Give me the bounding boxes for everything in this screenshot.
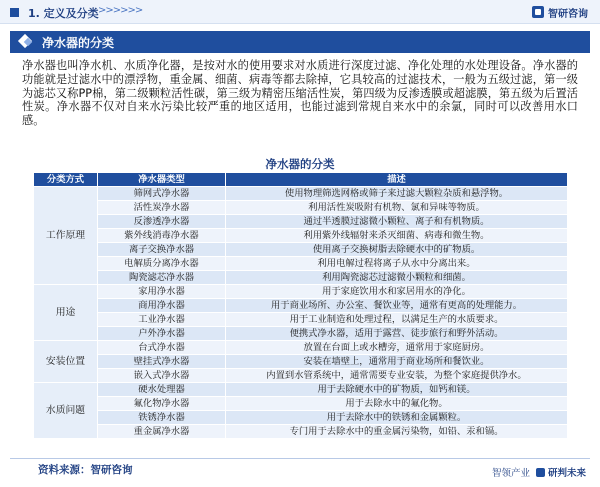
description-cell: 用于工业制造和处理过程，以满足生产的水质要求。 <box>226 313 568 327</box>
table-row <box>34 411 568 425</box>
description-cell: 通过半透膜过滤微小颗粒、离子和有机物质。 <box>226 215 568 229</box>
table-row <box>34 397 568 411</box>
table-row <box>34 215 568 229</box>
description-cell: 放置在台面上或水槽旁，通常用于家庭厨房。 <box>226 341 568 355</box>
type-cell: 铁锈净水器 <box>98 411 226 425</box>
source-note: 资料来源：智研咨询 <box>38 464 133 476</box>
table-row <box>34 425 568 439</box>
table-title: 净水器的分类 <box>265 157 335 171</box>
table-row <box>34 327 568 341</box>
table-header-row <box>34 173 568 187</box>
slogan-brand-mark: 智 <box>491 468 502 479</box>
table-row <box>34 355 568 369</box>
footer <box>0 458 600 487</box>
table-row <box>34 299 568 313</box>
classification-table <box>33 172 568 439</box>
table-row <box>34 201 568 215</box>
section-marker-square <box>10 8 19 17</box>
type-cell: 壁挂式净水器 <box>98 355 226 369</box>
table-row <box>34 271 568 285</box>
description-cell: 专门用于去除水中的重金属污染物，如铅、汞和镉。 <box>226 425 568 439</box>
slogan-part-b: 研判未来 <box>547 468 586 479</box>
type-cell: 户外净水器 <box>98 327 226 341</box>
type-cell: 商用净水器 <box>98 299 226 313</box>
type-cell: 家用净水器 <box>98 285 226 299</box>
category-cell: 水质问题 <box>34 383 98 439</box>
description-cell: 利用电解过程将离子从水中分离出来。 <box>226 257 568 271</box>
type-cell: 硬水处理器 <box>98 383 226 397</box>
footer-divider <box>10 458 590 459</box>
table-row <box>34 369 568 383</box>
header-type: 净水器类型 <box>98 173 226 187</box>
brand <box>532 5 588 19</box>
description-cell: 用于去除水中的铁锈和金属颗粒。 <box>226 411 568 425</box>
slogan-square-icon <box>536 468 545 477</box>
table-row <box>34 229 568 243</box>
table-row <box>34 313 568 327</box>
type-cell: 紫外线消毒净水器 <box>98 229 226 243</box>
type-cell: 活性炭净水器 <box>98 201 226 215</box>
header-description: 描述 <box>226 173 568 187</box>
description-cell: 用于去除硬水中的矿物质，如钙和镁。 <box>226 383 568 397</box>
description-cell: 用于商业场所、办公室、餐饮业等，通常有更高的处理能力。 <box>226 299 568 313</box>
description-cell: 内置到水管系统中，通常需要专业安装，为整个家庭提供净水。 <box>226 369 568 383</box>
type-cell: 反渗透净水器 <box>98 215 226 229</box>
description-cell: 便携式净水器，适用于露营、徒步旅行和野外活动。 <box>226 327 568 341</box>
description-cell: 安装在墙壁上，通常用于商业场所和餐饮业。 <box>226 355 568 369</box>
intro-paragraph: 净水器也叫净水机、水质净化器，是按对水的使用要求对水质进行深度过滤、净化处理的水处理设备。净水器的功能就是过滤水中的漂浮物，重金属、细菌、病毒等都去除掉，它具较高的过滤技术，一般为五级过滤，第一级为滤芯又称PP棉，第二级颗粒活性碳，第三级为精密压缩活性炭，第四级为反渗透膜或超滤膜，第五级为后置活性炭。净水器不仅对自来水污染比较严重的地区适用，也能过滤到常规自来水中的余氯，同时可以改善用水口感。 <box>22 59 578 128</box>
description-cell: 使用离子交换树脂去除硬水中的矿物质。 <box>226 243 568 257</box>
description-cell: 用于去除水中的氟化物。 <box>226 397 568 411</box>
category-cell: 安装位置 <box>34 341 98 383</box>
banner-title: 净水器的分类 <box>42 36 115 50</box>
table-row <box>34 341 568 355</box>
table-row <box>34 285 568 299</box>
header-category: 分类方式 <box>34 173 98 187</box>
type-cell: 工业净水器 <box>98 313 226 327</box>
type-cell: 电解质分离净水器 <box>98 257 226 271</box>
brand-logo-icon <box>532 6 544 18</box>
chevron-arrows-icon: >>>>>> <box>98 5 143 16</box>
category-cell: 用途 <box>34 285 98 341</box>
section-title: 1. 定义及分类 <box>28 7 99 20</box>
description-cell: 利用陶瓷滤芯过滤微小颗粒和细菌。 <box>226 271 568 285</box>
type-cell: 陶瓷滤芯净水器 <box>98 271 226 285</box>
type-cell: 氟化物净水器 <box>98 397 226 411</box>
table-row <box>34 187 568 201</box>
description-cell: 利用活性炭吸附有机物、氯和异味等物质。 <box>226 201 568 215</box>
table-body <box>34 187 568 439</box>
type-cell: 重金属净水器 <box>98 425 226 439</box>
footer-slogan <box>492 465 586 479</box>
table-row <box>34 383 568 397</box>
type-cell: 筛网式净水器 <box>98 187 226 201</box>
type-cell: 台式净水器 <box>98 341 226 355</box>
category-cell: 工作原理 <box>34 187 98 285</box>
section-banner <box>10 31 590 53</box>
description-cell: 用于家庭饮用水和家居用水的净化。 <box>226 285 568 299</box>
table-row <box>34 257 568 271</box>
top-header-bar <box>0 0 600 24</box>
description-cell: 使用物理筛选网格或筛子来过滤大颗粒杂质和悬浮物。 <box>226 187 568 201</box>
type-cell: 离子交换净水器 <box>98 243 226 257</box>
description-cell: 利用紫外线辐射来杀灭细菌、病毒和微生物。 <box>226 229 568 243</box>
type-cell: 嵌入式净水器 <box>98 369 226 383</box>
slogan-part-a: 领产业 <box>501 468 530 479</box>
brand-name: 智研咨询 <box>548 8 588 20</box>
table-row <box>34 243 568 257</box>
